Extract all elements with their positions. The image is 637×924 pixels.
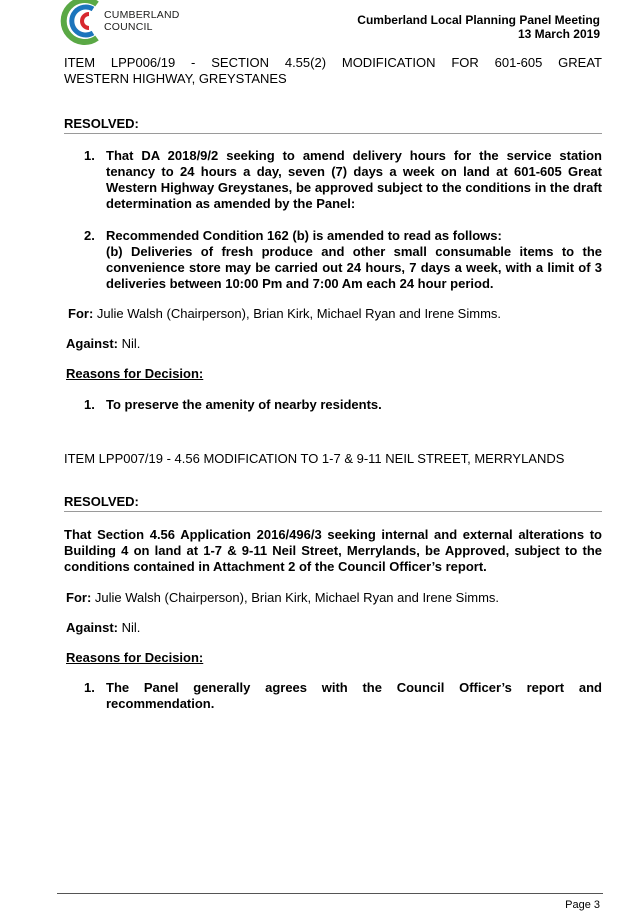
item2-reasons-heading: Reasons for Decision: [66,650,204,665]
item2-resolved-heading: RESOLVED: [64,494,602,512]
logo-wordmark: CUMBERLAND COUNCIL [104,9,180,33]
item2-for-line: For: Julie Walsh (Chairperson), Brian Kirk, Michael Ryan and Irene Simms. [66,590,500,605]
item1-against-line: Against: Nil. [66,336,141,351]
item1-resolution-2: 2. Recommended Condition 162 (b) is amended to read as follows: (b) Deliveries of fresh produce and other small consumable items to the convenience store may be carried out 24 hours, 7 days a week, with a limit of 3 deliveries between 10:00 Pm and 7:00 Am each 24 hour period. [84,228,602,291]
item2-resolution: That Section 4.56 Application 2016/496/3 seeking internal and external alterations to Building 4 on land at 1-7 & 9-11 Neil Street, Merrylands, be Approved, subject to the conditions contained in Attachment 2 of the Council Officer’s report. [64,527,602,574]
page-number: Page 3 [565,899,600,911]
item1-resolution-1: 1. That DA 2018/9/2 seeking to amend delivery hours for the service station tenancy to 24 hours a day, seven (7) days a week on land at 601-605 Great Western Highway Greystanes, be approved subject to the conditions in the draft determination as amended by the Panel: [84,148,602,211]
item1-title: ITEM LPP006/19 - SECTION 4.55(2) MODIFICATION FOR 601-605 GREAT WESTERN HIGHWAY, GREYSTANES [64,55,602,86]
meeting-date: 13 March 2019 [517,27,600,41]
item1-reason-1: 1. To preserve the amenity of nearby residents. [84,397,382,412]
council-logo [57,0,197,50]
item1-reasons-heading: Reasons for Decision: [66,366,204,381]
cumberland-logo-icon [57,0,103,48]
item2-against-line: Against: Nil. [66,620,141,635]
meeting-header [357,13,600,41]
item1-resolved-heading: RESOLVED: [64,116,602,134]
item2-reason-1: 1. The Panel generally agrees with the Council Officer’s report and recommendation. [84,680,602,711]
item1-for-line: For: Julie Walsh (Chairperson), Brian Kirk, Michael Ryan and Irene Simms. [68,306,502,321]
footer-divider [57,893,603,894]
item2-title: ITEM LPP007/19 - 4.56 MODIFICATION TO 1-7 & 9-11 NEIL STREET, MERRYLANDS [64,451,565,466]
meeting-title: Cumberland Local Planning Panel Meeting [357,13,600,27]
